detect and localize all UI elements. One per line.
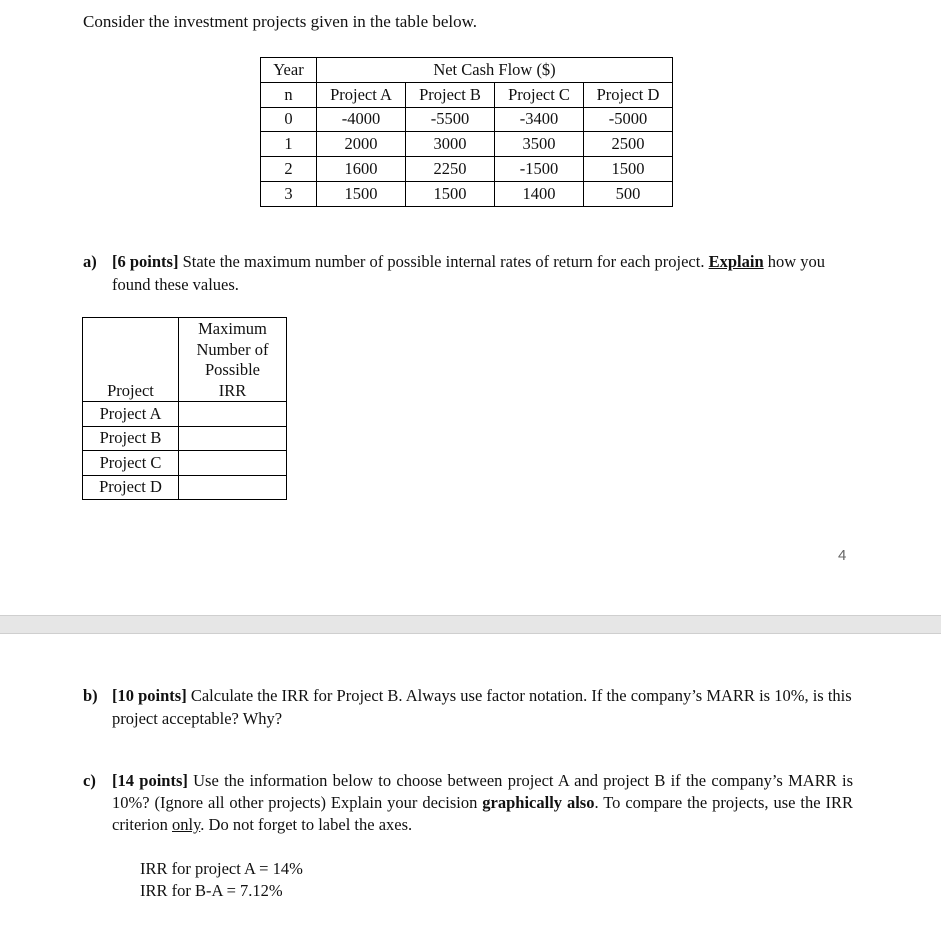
value-cell: 1500: [317, 181, 406, 206]
value-cell: 3000: [406, 132, 495, 157]
question-a-emphasis: Explain: [708, 252, 764, 271]
project-cell: Project A: [83, 402, 179, 427]
question-c-text3: . Do not forget to label the axes.: [200, 815, 413, 834]
page-number: 4: [838, 547, 847, 564]
year-cell: 0: [261, 107, 317, 132]
irr-a-line: IRR for project A = 14%: [140, 859, 303, 878]
value-cell: 1400: [495, 181, 584, 206]
table-subheader-row: [261, 82, 673, 107]
year-cell: 3: [261, 181, 317, 206]
answer-cell[interactable]: [179, 475, 287, 500]
max-irr-header-line: Possible: [204, 360, 260, 379]
table-row: [83, 475, 287, 500]
intro-text: Consider the investment projects given in the table below.: [83, 12, 478, 31]
question-c-underline: only: [172, 815, 201, 834]
n-label: n: [261, 82, 317, 107]
question-c-text2: . To compare the projects, use the IRR criterion: [112, 793, 853, 834]
table-row: [261, 157, 673, 182]
question-c: [83, 770, 853, 836]
project-cell: Project B: [83, 426, 179, 451]
given-info: [140, 858, 303, 902]
question-a-label: a): [83, 252, 97, 271]
value-cell: 1500: [406, 181, 495, 206]
table-header-row: [261, 58, 673, 83]
question-c-label: c): [83, 771, 96, 790]
cash-flow-table: [260, 57, 673, 207]
question-c-text1: Use the information below to choose between project A and project B if the company’s MARR is 10%? (Ignore all other projects) Explain your decision: [112, 771, 853, 812]
project-d-header: Project D: [584, 82, 673, 107]
value-cell: 2500: [584, 132, 673, 157]
question-b-points: [10 points]: [112, 686, 187, 705]
max-irr-header-line: IRR: [218, 380, 247, 400]
net-cash-flow-header: Net Cash Flow ($): [317, 58, 673, 83]
value-cell: 2000: [317, 132, 406, 157]
question-a-text2: how you found these values.: [112, 252, 826, 294]
irr-header-row: [83, 318, 287, 402]
question-b-text: Calculate the IRR for Project B. Always use factor notation. If the company’s MARR is 10%, is this project acceptable? Why?: [112, 686, 852, 728]
project-c-header: Project C: [495, 82, 584, 107]
page-separator: [0, 615, 941, 634]
question-a-points: [6 points]: [112, 252, 179, 271]
project-b-header: Project B: [406, 82, 495, 107]
value-cell: 1600: [317, 157, 406, 182]
project-a-header: Project A: [317, 82, 406, 107]
year-cell: 1: [261, 132, 317, 157]
question-a-text: State the maximum number of possible internal rates of return for each project.: [178, 252, 709, 271]
value-cell: 1500: [584, 157, 673, 182]
question-a: [83, 250, 853, 296]
max-irr-header-line: Number of: [196, 339, 269, 359]
value-cell: -5500: [406, 107, 495, 132]
value-cell: -5000: [584, 107, 673, 132]
value-cell: 3500: [495, 132, 584, 157]
max-irr-header: [179, 318, 287, 402]
question-b: [83, 684, 853, 730]
value-cell: -4000: [317, 107, 406, 132]
value-cell: 2250: [406, 157, 495, 182]
project-cell: Project D: [83, 475, 179, 500]
question-c-bold: graphically also: [482, 793, 595, 812]
irr-ba-line: IRR for B-A = 7.12%: [140, 881, 283, 900]
table-row: [261, 132, 673, 157]
table-row: [261, 107, 673, 132]
question-c-points: [14 points]: [112, 771, 188, 790]
value-cell: -3400: [495, 107, 584, 132]
table-row: [83, 451, 287, 476]
value-cell: 500: [584, 181, 673, 206]
table-row: [83, 426, 287, 451]
year-header: Year: [261, 58, 317, 83]
answer-cell[interactable]: [179, 451, 287, 476]
table-row: [261, 181, 673, 206]
project-header: Project: [83, 318, 179, 402]
table-row: [83, 402, 287, 427]
value-cell: -1500: [495, 157, 584, 182]
project-cell: Project C: [83, 451, 179, 476]
answer-cell[interactable]: [179, 426, 287, 451]
question-b-label: b): [83, 686, 98, 705]
max-irr-header-line: Maximum: [198, 319, 267, 338]
year-cell: 2: [261, 157, 317, 182]
answer-cell[interactable]: [179, 402, 287, 427]
irr-answer-table: [82, 317, 287, 500]
